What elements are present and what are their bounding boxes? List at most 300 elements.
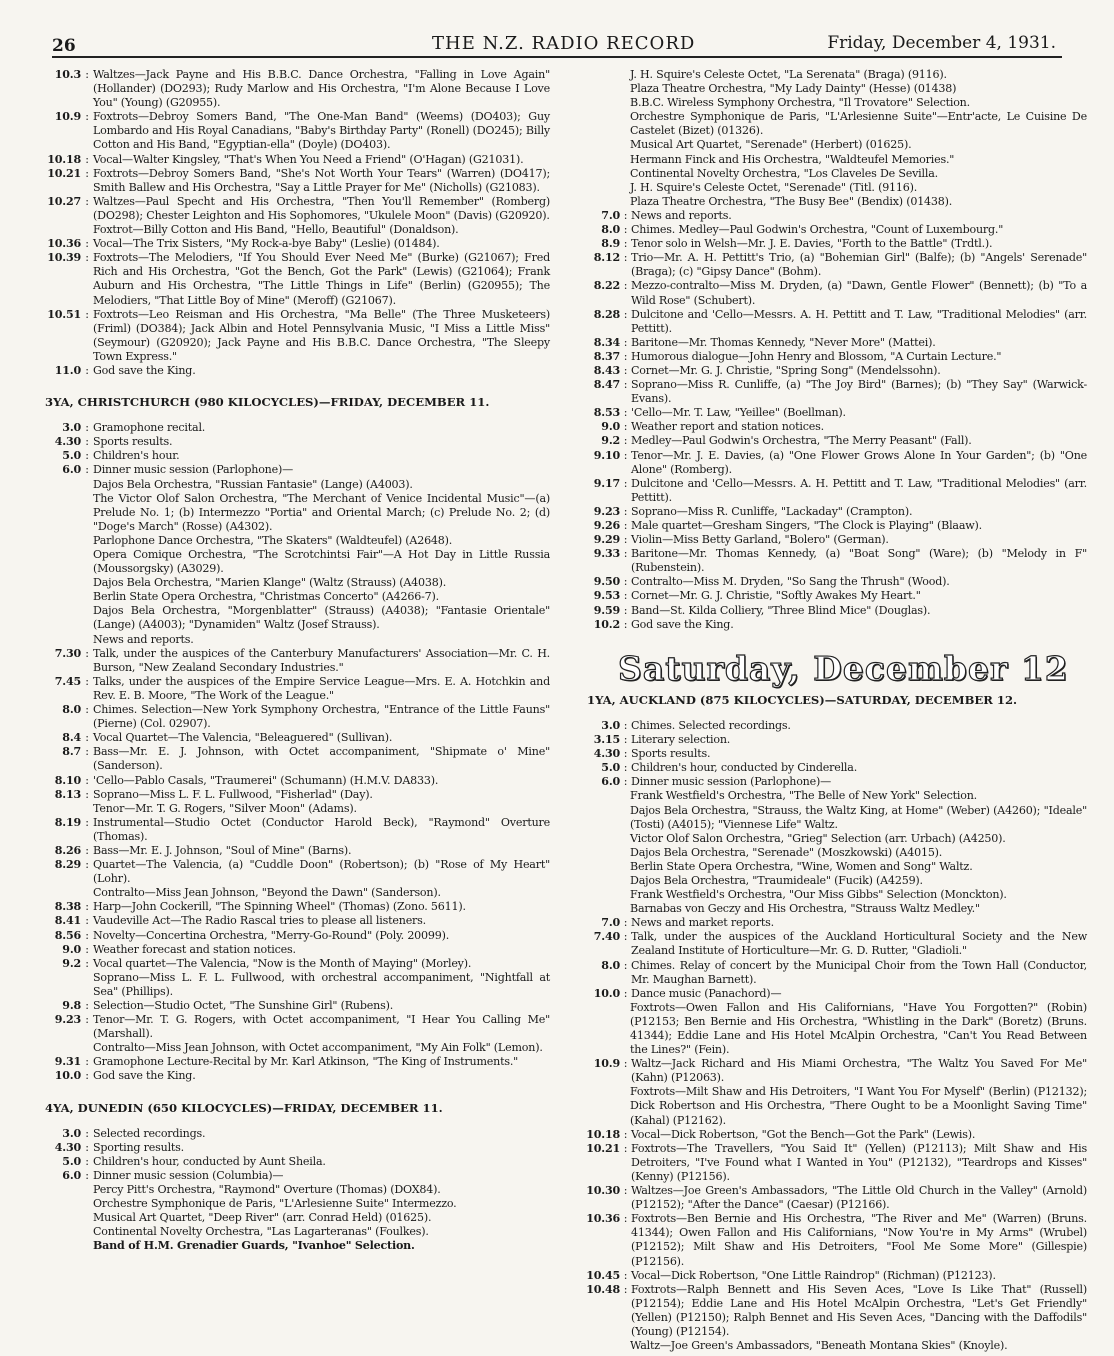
entry-text: Dinner music session (Parlophone)— xyxy=(631,775,832,789)
entry-text: Vocal—Dick Robertson, "Got the Bench—Got the Park" (Lewis). xyxy=(631,1127,976,1141)
entry-text: Selection—Studio Octet, "The Sunshine Girl" (Rubens). xyxy=(93,999,394,1012)
entry-time: 8.38 xyxy=(54,900,81,914)
entry-text: Quartet—The Valencia, (a) "Cuddle Doon" (Robertson); (b) "Rose of My Heart" (Lohr). xyxy=(93,858,550,886)
entry-text: Foxtrots—The Travellers, "You Said It" (Yellen) (P12113); Milt Shaw and His Detroiters, "I've Found what I Wanted in You" (P12132), "Teardrops and Kisses" (Kenny) (P12156). xyxy=(631,1141,1087,1183)
schedule-entry xyxy=(40,364,550,378)
entry-separator: : xyxy=(85,674,89,688)
entry-text: Baritone—Mr. Thomas Kennedy, "Never More" (Mattei). xyxy=(631,335,936,349)
entry-separator: : xyxy=(623,1127,628,1141)
entry-time: 7.0 xyxy=(601,916,620,930)
entry-text: Talk, under the auspices of the Auckland Horticultural Society and the New Zealand Institute of Horticulture—Mr. G. D. Rutter, "Gladioli." xyxy=(631,930,1087,958)
schedule-entry xyxy=(40,110,550,152)
entry-time: 9.53 xyxy=(593,589,620,603)
entry-text: Dinner music session (Columbia)— xyxy=(93,1168,284,1182)
entry-time: 3.0 xyxy=(601,718,620,732)
entry-continuation: Opera Comique Orchestra, "The Scrotchintsi Fair"—A Hot Day in Little Russia (Moussorgsky) (A3029). xyxy=(93,548,550,576)
schedule-entry xyxy=(582,761,1087,775)
schedule-entry xyxy=(582,336,1087,350)
entry-continuation: Continental Novelty Orchestra, "Las Lagarteranas" (Foulkes). xyxy=(93,1225,429,1239)
schedule-entry xyxy=(582,916,1087,930)
programme-line: Plaza Theatre Orchestra, "My Lady Dainty" (Hesse) (01438) xyxy=(630,82,957,96)
entry-text: Dulcitone and 'Cello—Messrs. A. H. Pettitt and T. Law, "Traditional Melodies" (arr. Pettitt). xyxy=(631,476,1087,504)
schedule-entry xyxy=(582,308,1087,336)
schedule-entry xyxy=(582,223,1087,237)
schedule-entry xyxy=(40,731,550,745)
schedule-entry xyxy=(582,747,1087,761)
entry-separator: : xyxy=(85,956,89,970)
schedule-entry xyxy=(582,1269,1087,1283)
schedule-entry xyxy=(582,959,1087,987)
entry-time: 10.9 xyxy=(593,1057,620,1071)
entry-separator: : xyxy=(85,999,89,1012)
entry-time: 8.0 xyxy=(62,703,81,717)
schedule-entry xyxy=(582,505,1087,519)
entry-text: Chimes. Selection—New York Symphony Orchestra, "Entrance of the Little Fauns" (Pierne) (Col. 02907). xyxy=(93,703,550,731)
schedule-entry xyxy=(40,68,550,110)
schedule-entry xyxy=(40,943,550,957)
entry-text: Tenor solo in Welsh—Mr. J. E. Davies, "Forth to the Battle" (Trdtl.). xyxy=(631,237,993,251)
entry-text: Waltzes—Paul Specht and His Orchestra, "Then You'll Remember" (Romberg) (DO298); Chester Leighton and His Sophomores, "Ukulele Moon" (Davis) (G20920). xyxy=(93,194,550,222)
schedule-entry xyxy=(582,604,1087,618)
entry-separator: : xyxy=(85,1140,89,1154)
page-header xyxy=(52,30,1062,58)
entry-time: 10.39 xyxy=(47,251,81,265)
entry-time: 5.0 xyxy=(62,449,81,463)
entry-time: 10.0 xyxy=(593,986,620,1000)
schedule-entry xyxy=(582,589,1087,603)
entry-time: 8.56 xyxy=(54,928,81,942)
entry-text: Chimes. Selected recordings. xyxy=(631,718,791,732)
station-heading-4ya: 4YA, DUNEDIN (650 KILOCYCLES)—FRIDAY, DECEMBER 11. xyxy=(45,1100,443,1115)
entry-time: 10.18 xyxy=(47,152,81,166)
schedule-entry xyxy=(582,547,1087,575)
issue-date: Friday, December 4, 1931. xyxy=(827,33,1056,53)
2ya-wellington-schedule-continued xyxy=(40,68,550,378)
entry-text: Novelty—Concertina Orchestra, "Merry-Go-Round" (Poly. 20099). xyxy=(93,928,450,942)
4ya-evening-schedule xyxy=(582,209,1087,632)
entry-text: Sports results. xyxy=(631,747,711,761)
schedule-entry xyxy=(582,378,1087,406)
entry-text: Instrumental—Studio Octet (Conductor Harold Beck), "Raymond" Overture (Thomas). xyxy=(93,815,550,843)
entry-time: 10.21 xyxy=(586,1141,620,1155)
programme-line: Musical Art Quartet, "Serenade" (Herbert) (01625). xyxy=(630,138,912,152)
dinner-music-continued xyxy=(582,68,1087,209)
entry-time: 9.2 xyxy=(601,434,620,448)
entry-text: God save the King. xyxy=(631,617,734,631)
entry-separator: : xyxy=(85,435,89,449)
schedule-entry xyxy=(582,350,1087,364)
entry-continuation: News and reports. xyxy=(93,632,194,646)
entry-time: 9.23 xyxy=(54,1013,81,1027)
entry-time: 6.0 xyxy=(601,775,620,789)
entry-separator: : xyxy=(85,900,89,914)
entry-separator: : xyxy=(623,718,628,732)
entry-separator: : xyxy=(623,575,628,589)
entry-separator: : xyxy=(85,815,89,829)
schedule-entry xyxy=(40,914,550,928)
entry-text: Band—St. Kilda Colliery, "Three Blind Mice" (Douglas). xyxy=(631,603,931,617)
entry-text: Foxtrots—Ralph Bennett and His Seven Aces, "Love Is Like That" (Russell) (P12154); Eddie Lane and His Hotel McAlpin Orchestra, "Let's Get Friendly" (Yellen) (P12150); Ralph Bennet and His Seven Aces, "Dancing with the Daffodils" (Young) (P12154). xyxy=(631,1282,1087,1338)
entry-time: 5.0 xyxy=(601,761,620,775)
entry-time: 10.2 xyxy=(593,617,620,631)
entry-separator: : xyxy=(85,463,89,477)
entry-text: Talks, under the auspices of the Empire Service League—Mrs. E. A. Hotchkin and Rev. E. B. Moore, "The Work of the League." xyxy=(93,674,550,702)
entry-continuation: Dajos Bela Orchestra, "Russian Fantasie" (Lange) (A4003). xyxy=(93,477,413,491)
entry-separator: : xyxy=(623,208,628,222)
entry-time: 8.47 xyxy=(593,378,620,392)
entry-text: Mezzo-contralto—Miss M. Dryden, (a) "Dawn, Gentle Flower" (Bennett); (b) "To a Wild Rose" (Schubert). xyxy=(631,279,1087,307)
entry-separator: : xyxy=(623,279,628,293)
schedule-entry xyxy=(582,987,1087,1001)
entry-time: 7.30 xyxy=(54,646,81,660)
schedule-entry xyxy=(582,364,1087,378)
schedule-entry xyxy=(582,1212,1087,1268)
schedule-entry xyxy=(582,719,1087,733)
entry-separator: : xyxy=(85,363,89,377)
entry-continuation: Foxtrot—Billy Cotton and His Band, "Hello, Beautiful" (Donaldson). xyxy=(93,223,459,237)
schedule-entry xyxy=(40,858,550,886)
entry-time: 10.48 xyxy=(586,1282,620,1296)
entry-time: 10.36 xyxy=(586,1212,620,1226)
schedule-entry xyxy=(582,237,1087,251)
schedule-entry xyxy=(40,1069,550,1083)
schedule-entry xyxy=(40,1155,550,1169)
schedule-entry xyxy=(40,449,550,463)
entry-text: Children's hour, conducted by Cinderella. xyxy=(631,761,858,775)
entry-time: 4.30 xyxy=(593,747,620,761)
schedule-entry xyxy=(582,775,1087,789)
entry-separator: : xyxy=(85,1126,89,1140)
entry-text: Literary selection. xyxy=(631,733,731,747)
schedule-entry xyxy=(40,237,550,251)
entry-text: Gramophone Lecture-Recital by Mr. Karl Atkinson, "The King of Instruments." xyxy=(93,1055,519,1069)
entry-time: 8.4 xyxy=(62,731,81,745)
entry-continuation: Dajos Bela Orchestra, "Morgenblatter" (Strauss) (A4038); "Fantasie Orientale" (Lange) (A4003); "Dynamiden" Waltz (Josef Strauss). xyxy=(93,604,550,632)
entry-separator: : xyxy=(623,434,628,448)
entry-separator: : xyxy=(85,251,89,265)
entry-text: God save the King. xyxy=(93,1069,196,1083)
schedule-entry xyxy=(582,209,1087,223)
entry-separator: : xyxy=(85,773,89,787)
entry-text: Chimes. Medley—Paul Godwin's Orchestra, "Count of Luxembourg." xyxy=(631,223,1004,237)
entry-text: News and market reports. xyxy=(631,916,774,930)
entry-separator: : xyxy=(85,1069,89,1083)
schedule-entry xyxy=(40,308,550,364)
entry-text: Selected recordings. xyxy=(93,1126,206,1140)
entry-time: 10.9 xyxy=(54,110,81,124)
entry-separator: : xyxy=(85,1168,89,1182)
entry-text: Violin—Miss Betty Garland, "Bolero" (German). xyxy=(631,533,889,547)
entry-separator: : xyxy=(623,533,628,547)
station-heading-1ya: 1YA, AUCKLAND (875 KILOCYCLES)—SATURDAY, DECEMBER 12. xyxy=(587,692,1018,707)
entry-separator: : xyxy=(623,519,628,532)
page-number: 26 xyxy=(52,36,76,56)
entry-text: Humorous dialogue—John Henry and Blossom, "A Curtain Lecture." xyxy=(631,349,1002,363)
left-column xyxy=(40,68,550,1254)
entry-separator: : xyxy=(623,378,628,392)
entry-continuation: Berlin State Opera Orchestra, "Christmas Concerto" (A4266-7). xyxy=(93,590,439,604)
entry-text: Cornet—Mr. G. J. Christie, "Spring Song" (Mendelssohn). xyxy=(631,363,941,377)
entry-separator: : xyxy=(85,858,89,872)
entry-time: 8.53 xyxy=(593,406,620,420)
entry-separator: : xyxy=(623,747,628,761)
schedule-entry xyxy=(582,533,1087,547)
programme-line: J. H. Squire's Celeste Octet, "La Serenata" (Braga) (9116). xyxy=(630,68,947,81)
entry-separator: : xyxy=(623,547,628,561)
entry-separator: : xyxy=(623,363,628,377)
entry-separator: : xyxy=(623,1212,628,1226)
entry-text: 'Cello—Mr. T. Law, "Yeillee" (Boellman). xyxy=(631,406,846,420)
entry-separator: : xyxy=(623,223,628,237)
entry-continuation: Frank Westfield's Orchestra, "Our Miss Gibbs" Selection (Monckton). xyxy=(630,888,1007,902)
schedule-entry xyxy=(582,1128,1087,1142)
entry-time: 4.30 xyxy=(54,1140,81,1154)
entry-continuation: Orchestre Symphonique de Paris, "L'Arlesienne Suite" Intermezzo. xyxy=(93,1197,457,1211)
entry-separator: : xyxy=(623,1184,628,1198)
entry-text: Harp—John Cockerill, "The Spinning Wheel" (Thomas) (Zono. 5611). xyxy=(93,900,466,914)
entry-text: Vocal—Dick Robertson, "One Little Raindrop" (Richman) (P12123). xyxy=(631,1268,996,1282)
entry-separator: : xyxy=(85,237,89,251)
entry-time: 3.0 xyxy=(62,1126,81,1140)
entry-text: Bass—Mr. E. J. Johnson, "Soul of Mine" (Barns). xyxy=(93,843,352,857)
entry-continuation: Dajos Bela Orchestra, "Traumideale" (Fucik) (A4259). xyxy=(630,873,923,887)
entry-time: 10.21 xyxy=(47,166,81,180)
entry-time: 9.50 xyxy=(593,575,620,589)
entry-continuation: Tenor—Mr. T. G. Rogers, "Silver Moon" (Adams). xyxy=(93,801,357,815)
schedule-entry xyxy=(40,421,550,435)
entry-separator: : xyxy=(623,237,628,251)
entry-separator: : xyxy=(623,603,628,617)
entry-time: 10.27 xyxy=(47,194,81,208)
entry-time: 8.0 xyxy=(601,223,620,237)
schedule-entry xyxy=(582,519,1087,533)
schedule-entry xyxy=(582,449,1087,477)
entry-separator: : xyxy=(623,1268,628,1282)
entry-text: Waltzes—Jack Payne and His B.B.C. Dance Orchestra, "Falling in Love Again" (Hollander) (DO293); Rudy Marlow and His Orchestra, "I'm Alone Because I Love You" (Young) (G20955). xyxy=(93,68,550,110)
entry-time: 9.23 xyxy=(593,504,620,518)
entry-separator: : xyxy=(85,745,89,759)
schedule-entry xyxy=(40,675,550,703)
entry-time: 10.3 xyxy=(54,68,81,81)
entry-continuation: Contralto—Miss Jean Johnson, with Octet accompaniment, "My Ain Folk" (Lemon). xyxy=(93,1041,543,1055)
programme-line: J. H. Squire's Celeste Octet, "Serenade" (Titl. (9116). xyxy=(630,180,918,194)
programme-line: B.B.C. Wireless Symphony Orchestra, "Il Trovatore" Selection. xyxy=(630,96,970,110)
entry-time: 9.17 xyxy=(593,476,620,490)
entry-time: 8.28 xyxy=(593,307,620,321)
entry-text: Dinner music session (Parlophone)— xyxy=(93,463,294,477)
entry-separator: : xyxy=(623,1141,628,1155)
entry-separator: : xyxy=(85,942,89,956)
schedule-entry xyxy=(40,1127,550,1141)
entry-separator: : xyxy=(623,349,628,363)
entry-text: Dance music (Panachord)— xyxy=(631,986,782,1000)
entry-time: 3.0 xyxy=(62,421,81,435)
schedule-entry xyxy=(582,1057,1087,1085)
entry-text: Gramophone recital. xyxy=(93,421,206,435)
entry-text: Weather forecast and station notices. xyxy=(93,942,296,956)
entry-separator: : xyxy=(85,1055,89,1069)
schedule-entry xyxy=(40,251,550,307)
schedule-entry xyxy=(582,420,1087,434)
entry-time: 10.36 xyxy=(47,237,81,251)
schedule-entry xyxy=(40,1141,550,1155)
entry-separator: : xyxy=(85,307,89,321)
entry-text: Vocal—The Trix Sisters, "My Rock-a-bye Baby" (Leslie) (01484). xyxy=(93,237,440,251)
entry-separator: : xyxy=(85,449,89,463)
entry-separator: : xyxy=(623,775,628,789)
entry-text: Waltzes—Joe Green's Ambassadors, "The Little Old Church in the Valley" (Arnold) (P12152); "After the Dance" (Caesar) (P12166). xyxy=(631,1184,1087,1212)
3ya-christchurch-schedule xyxy=(40,421,550,1083)
entry-time: 9.8 xyxy=(62,999,81,1012)
entry-continuation: Dajos Bela Orchestra, "Serenade" (Moszkowski) (A4015). xyxy=(630,845,943,859)
entry-separator: : xyxy=(623,251,628,265)
entry-time: 8.26 xyxy=(54,843,81,857)
schedule-entry xyxy=(40,153,550,167)
entry-separator: : xyxy=(85,152,89,166)
entry-text: Chimes. Relay of concert by the Municipal Choir from the Town Hall (Conductor, Mr. Maughan Barnett). xyxy=(631,958,1087,986)
entry-text: Soprano—Miss L. F. L. Fullwood, "Fisherlad" (Day). xyxy=(93,787,373,801)
entry-separator: : xyxy=(623,930,628,944)
entry-separator: : xyxy=(85,194,89,208)
entry-separator: : xyxy=(85,1154,89,1168)
schedule-entry xyxy=(40,816,550,844)
entry-time: 9.2 xyxy=(62,956,81,970)
schedule-entry xyxy=(40,788,550,802)
entry-time: 10.18 xyxy=(586,1127,620,1141)
entry-separator: : xyxy=(623,1057,628,1071)
entry-separator: : xyxy=(623,476,628,490)
schedule-entry xyxy=(40,1055,550,1069)
entry-time: 10.51 xyxy=(47,307,81,321)
entry-text: Trio—Mr. A. H. Pettitt's Trio, (a) "Bohemian Girl" (Balfe); (b) "Angels' Serenade" (Braga); (c) "Gipsy Dance" (Bohm). xyxy=(631,251,1087,279)
entry-text: Sports results. xyxy=(93,435,173,449)
entry-text: Soprano—Miss R. Cunliffe, (a) "The Joy Bird" (Barnes); (b) "They Say" (Warwick-Evans). xyxy=(631,378,1087,406)
entry-separator: : xyxy=(623,406,628,420)
entry-time: 7.0 xyxy=(601,208,620,222)
schedule-entry xyxy=(40,957,550,971)
schedule-entry xyxy=(40,745,550,773)
schedule-entry xyxy=(40,463,550,477)
entry-time: 9.0 xyxy=(62,942,81,956)
entry-text: Sporting results. xyxy=(93,1140,184,1154)
entry-continuation: Percy Pitt's Orchestra, "Raymond" Overture (Thomas) (DOX84). xyxy=(93,1183,441,1197)
entry-text: 'Cello—Pablo Casals, "Traumerei" (Schumann) (H.M.V. DA833). xyxy=(93,773,439,787)
schedule-entry xyxy=(582,406,1087,420)
entry-separator: : xyxy=(85,1013,89,1027)
entry-time: 8.12 xyxy=(593,251,620,265)
entry-time: 9.59 xyxy=(593,603,620,617)
entry-time: 7.40 xyxy=(593,930,620,944)
entry-time: 8.19 xyxy=(54,815,81,829)
entry-continuation: Parlophone Dance Orchestra, "The Skaters" (Waldteufel) (A2648). xyxy=(93,533,453,547)
entry-continuation: The Victor Olof Salon Orchestra, "The Merchant of Venice Incidental Music"—(a) Prelude No. 1; (b) Intermezzo "Portia" and Oriental March; (c) Prelude No. 2; (d) "Doge's March" (Rosse) (A4302). xyxy=(93,491,550,533)
entry-time: 8.29 xyxy=(54,858,81,872)
entry-separator: : xyxy=(85,787,89,801)
entry-text: Foxtrots—Debroy Somers Band, "She's Not Worth Your Tears" (Warren) (DO417); Smith Ballew and His Orchestra, "Say a Little Prayer for Me" (Nicholls) (G21083). xyxy=(93,166,550,194)
entry-separator: : xyxy=(85,843,89,857)
schedule-entry xyxy=(582,477,1087,505)
entry-text: Waltz—Jack Richard and His Miami Orchestra, "The Waltz You Saved For Me" (Kahn) (P12063). xyxy=(631,1057,1087,1085)
entry-time: 8.37 xyxy=(593,349,620,363)
entry-separator: : xyxy=(623,420,628,434)
entry-text: God save the King. xyxy=(93,363,196,377)
entry-text: News and reports. xyxy=(631,208,732,222)
entry-separator: : xyxy=(623,761,628,775)
entry-time: 8.34 xyxy=(593,335,620,349)
entry-text: Bass—Mr. E. J. Johnson, with Octet accompaniment, "Shipmate o' Mine" (Sanderson). xyxy=(93,745,550,773)
entry-time: 9.33 xyxy=(593,547,620,561)
entry-time: 9.0 xyxy=(601,420,620,434)
entry-text: Foxtrots—Leo Reisman and His Orchestra, "Ma Belle" (The Three Musketeers) (Friml) (DO384); Jack Albin and Hotel Pennsylvania Music, "I Miss a Little Miss" (Seymour) (G20920); Jack Payne and His B.B.C. Dance Orchestra, "The Sleepy Town Express." xyxy=(93,307,550,363)
entry-time: 8.22 xyxy=(593,279,620,293)
entry-continuation: Waltz—Joe Green's Ambassadors, "Beneath Montana Skies" (Knoyle). xyxy=(630,1339,1008,1353)
schedule-entry xyxy=(40,435,550,449)
entry-separator: : xyxy=(85,703,89,717)
entry-text: Tenor—Mr. T. G. Rogers, with Octet accompaniment, "I Hear You Calling Me" (Marshall). xyxy=(93,1013,550,1041)
entry-continuation: Contralto—Miss Jean Johnson, "Beyond the Dawn" (Sanderson). xyxy=(93,886,441,900)
entry-text: Talk, under the auspices of the Canterbury Manufacturers' Association—Mr. C. H. Burson, "New Zealand Secondary Industries." xyxy=(93,646,550,674)
entry-time: 8.43 xyxy=(593,363,620,377)
entry-time: 3.15 xyxy=(593,733,620,747)
entry-text: Contralto—Miss M. Dryden, "So Sang the Thrush" (Wood). xyxy=(631,575,950,589)
schedule-entry xyxy=(582,434,1087,448)
publication-title: THE N.Z. RADIO RECORD xyxy=(432,33,696,54)
entry-text: Foxtrots—Ben Bernie and His Orchestra, "The River and Me" (Warren) (Bruns. 41344); Owen Fallon and His Californians, "Now You're in My Arms" (Wrubel) (P12152); Milt Shaw and His Detroiters, "Fool Me Some More" (Gillespie) (P12156). xyxy=(631,1212,1087,1268)
entry-separator: : xyxy=(85,928,89,942)
entry-text: Children's hour. xyxy=(93,449,180,463)
entry-time: 7.45 xyxy=(54,674,81,688)
schedule-entry xyxy=(40,844,550,858)
entry-separator: : xyxy=(623,617,628,631)
1ya-auckland-schedule xyxy=(582,719,1087,1353)
entry-separator: : xyxy=(85,646,89,660)
schedule-entry xyxy=(582,1142,1087,1184)
entry-separator: : xyxy=(623,1282,628,1296)
schedule-entry xyxy=(40,774,550,788)
programme-line: Hermann Finck and His Orchestra, "Waldteufel Memories." xyxy=(630,152,955,166)
entry-time: 4.30 xyxy=(54,435,81,449)
entry-continuation: Frank Westfield's Orchestra, "The Belle of New York" Selection. xyxy=(630,789,977,803)
schedule-entry xyxy=(582,1184,1087,1212)
entry-separator: : xyxy=(623,448,628,462)
entry-text: Vaudeville Act—The Radio Rascal tries to please all listeners. xyxy=(93,914,426,928)
entry-separator: : xyxy=(623,986,628,1000)
programme-line: Orchestre Symphonique de Paris, "L'Arlesienne Suite"—Entr'acte, Le Cuisine De Castelet (Bizet) (01326). xyxy=(630,110,1087,138)
programme-line: Plaza Theatre Orchestra, "The Busy Bee" (Bendix) (01438). xyxy=(630,194,953,208)
schedule-entry xyxy=(40,195,550,223)
entry-continuation: Dajos Bela Orchestra, "Marien Klange" (Waltz (Strauss) (A4038). xyxy=(93,576,447,590)
schedule-entry xyxy=(582,251,1087,279)
entry-separator: : xyxy=(623,307,628,321)
entry-time: 8.7 xyxy=(62,745,81,759)
entry-time: 10.45 xyxy=(586,1268,620,1282)
entry-text: Male quartet—Gresham Singers, "The Clock is Playing" (Blaaw). xyxy=(631,519,982,532)
entry-text: Children's hour, conducted by Aunt Sheila. xyxy=(93,1154,326,1168)
entry-separator: : xyxy=(623,733,628,747)
entry-text: Weather report and station notices. xyxy=(631,420,824,434)
entry-time: 9.10 xyxy=(593,448,620,462)
entry-continuation: Band of H.M. Grenadier Guards, "Ivanhoe" Selection. xyxy=(93,1239,415,1253)
entry-continuation: Foxtrots—Owen Fallon and His Californians, "Have You Forgotten?" (Robin) (P12153; Ben Bernie and His Orchestra, "Whistling in the Dark" (Boretz) (Bruns. 41344); Eddie Lane and His Hotel McAlpin Orchestra, "Can't You Read Between the Lines?" (Fein). xyxy=(630,1000,1087,1057)
entry-time: 8.10 xyxy=(54,773,81,787)
schedule-entry xyxy=(40,929,550,943)
entry-text: Vocal Quartet—The Valencia, "Beleaguered" (Sullivan). xyxy=(93,731,393,745)
entry-time: 8.41 xyxy=(54,914,81,928)
schedule-entry xyxy=(40,703,550,731)
entry-time: 6.0 xyxy=(62,463,81,477)
schedule-entry xyxy=(40,167,550,195)
schedule-entry xyxy=(582,930,1087,958)
